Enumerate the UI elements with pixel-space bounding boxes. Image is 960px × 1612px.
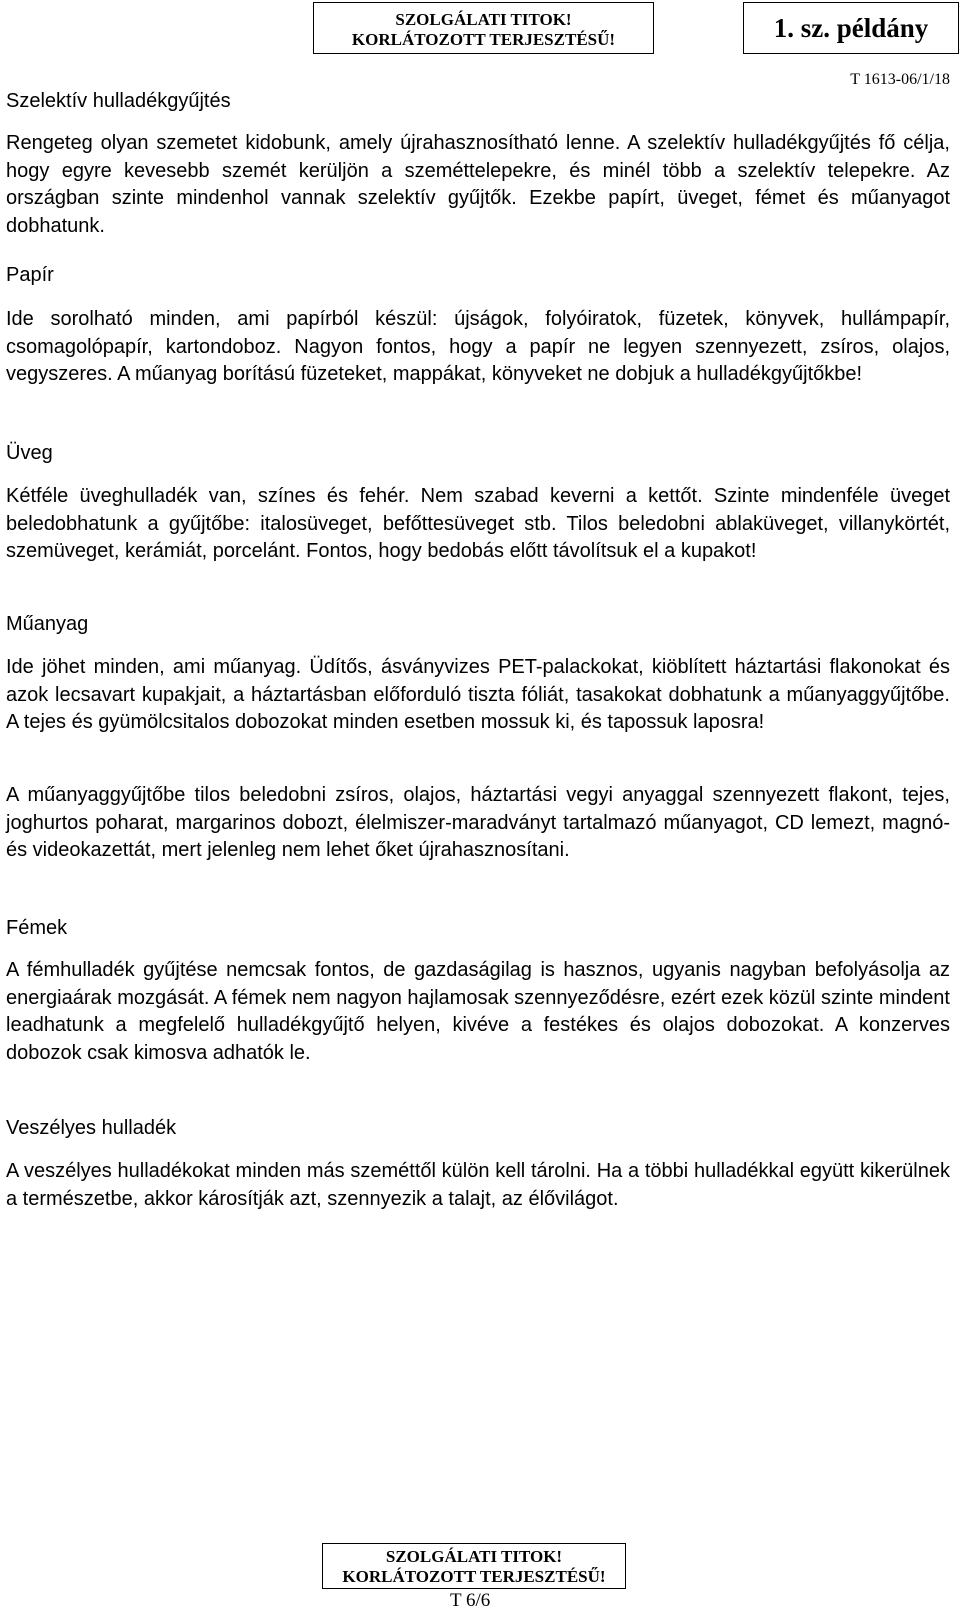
intro-paragraph bbox=[6, 130, 950, 240]
document-id: T 1613-06/1/18 bbox=[850, 71, 950, 88]
classification-line-1: SZOLGÁLATI TITOK! bbox=[395, 10, 572, 29]
section-papir bbox=[6, 306, 950, 389]
footer-classification-line-1: SZOLGÁLATI TITOK! bbox=[385, 1547, 563, 1566]
copy-number-box: 1. sz. példány bbox=[743, 2, 959, 54]
section-heading-uveg: Üveg bbox=[6, 442, 53, 464]
section-femek-text: A fémhulladék gyűjtése nemcsak fontos, de gazdaságilag is hasznos, ugyanis nagyban befolyásolja az energiaárak mozgását. A fémek nem nagyon hajlamosak szennyeződésre, ezért ezek közül szinte mindent leadhatunk a megfelelő hulladékgyűjtő helyen, kivéve a festékes és olajos dobozokat. A konzerves dobozok csak kimosva adhatók le. bbox=[6, 959, 950, 1064]
classification-stamp-bottom bbox=[322, 1543, 626, 1589]
page-number: T 6/6 bbox=[450, 1590, 491, 1611]
section-heading-femek: Fémek bbox=[6, 917, 68, 939]
section-heading-muanyag: Műanyag bbox=[6, 613, 89, 635]
section-veszelyes bbox=[6, 1158, 950, 1213]
classification-line-2: KORLÁTOZOTT TERJESZTÉSŰ! bbox=[351, 30, 616, 49]
section-heading-veszelyes: Veszélyes hulladék bbox=[6, 1117, 177, 1139]
section-papir-text: Ide sorolható minden, ami papírból készül: újságok, folyóiratok, füzetek, könyvek, hullámpapír, csomagolópapír, kartondoboz. Nagyon fontos, hogy a papír ne legyen szennyezett, zsíros, olajos, vegyszeres. A műanyag borítású füzeteket, mappákat, könyveket ne dobjuk a hulladékgyűjtőkbe! bbox=[6, 308, 950, 385]
intro-text: Rengeteg olyan szemetet kidobunk, amely újrahasznosítható lenne. A szelektív hulladékgyűjtés fő célja, hogy egyre kevesebb szemét kerüljön a szeméttelepekre, és minél több a szelektív telepekre. Az országban szinte mindenhol vannak szelektív gyűjtők. Ezekbe papírt, üveget, fémet és műanyagot dobhatunk. bbox=[6, 132, 950, 237]
section-heading-papir: Papír bbox=[6, 264, 54, 286]
section-uveg-text: Kétféle üveghulladék van, színes és fehér. Nem szabad keverni a kettőt. Szinte mindenféle üveget beledobhatunk a gyűjtőbe: italosüveget, befőttesüveget stb. Tilos beledobni ablaküveget, villanykörtét, szemüveget, kerámiát, porcelánt. Fontos, hogy bedobás előtt távolítsuk el a kupakot! bbox=[6, 485, 950, 562]
section-muanyag-2 bbox=[6, 782, 950, 865]
footer-classification-line-2: KORLÁTOZOTT TERJESZTÉSŰ! bbox=[342, 1567, 606, 1586]
section-uveg bbox=[6, 483, 950, 566]
section-femek bbox=[6, 957, 950, 1067]
page-title: Szelektív hulladékgyűjtés bbox=[6, 90, 231, 112]
section-muanyag-text-1: Ide jöhet minden, ami műanyag. Üdítős, ásványvizes PET-palackokat, kiöblített háztartási flakonokat és azok lecsavart kupakjait, a háztartásban előforduló tiszta fóliát, tasakokat dobhatunk a műanyaggyűjtőbe. A tejes és gyümölcsitalos dobozokat minden esetben mossuk ki, és tapossuk laposra! bbox=[6, 656, 950, 733]
section-muanyag-1 bbox=[6, 654, 950, 737]
section-muanyag-text-2: A műanyaggyűjtőbe tilos beledobni zsíros, olajos, háztartási vegyi anyaggal szennyezett flakont, tejes, joghurtos poharat, margarinos dobozt, élelmiszer-maradványt tartalmazó műanyagot, CD lemezt, magnó- és videokazettát, mert jelenleg nem lehet őket újrahasznosítani. bbox=[6, 784, 950, 861]
classification-stamp-top bbox=[313, 2, 654, 54]
section-veszelyes-text: A veszélyes hulladékokat minden más szeméttől külön kell tárolni. Ha a többi hulladékkal együtt kikerülnek a természetbe, akkor károsítják azt, szennyezik a talajt, az élővilágot. bbox=[6, 1160, 950, 1210]
